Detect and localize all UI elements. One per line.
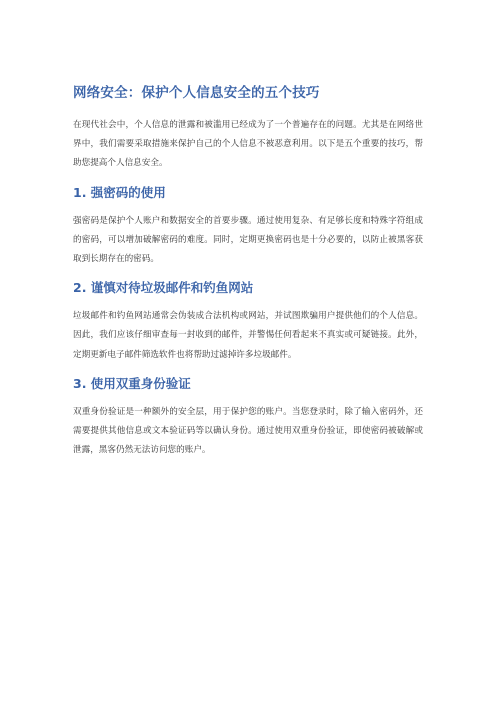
section-body-strong-passwords: 强密码是保护个人账户和数据安全的首要步骤。通过使用复杂、有足够长度和特殊字符组成的密码，可以增加破解密码的难度。同时，定期更换密码也是十分必要的，以防止被黑客获取到长期存在的密码。 (73, 215, 423, 265)
page-title: 网络安全：保护个人信息安全的五个技巧 (73, 85, 320, 101)
article (73, 84, 423, 470)
section-body-two-factor: 双重身份验证是一种额外的安全层，用于保护您的账户。当您登录时，除了输入密码外，还需要提供其他信息或文本验证码等以确认身份。通过使用双重身份验证，即使密码被破解或泄露，黑客仍然无法访问您的账户。 (73, 406, 423, 456)
section-heading-spam-phishing: 2. 谨慎对待垃圾邮件和钓鱼网站 (73, 280, 254, 296)
section-heading-two-factor: 3. 使用双重身份验证 (73, 375, 191, 391)
intro-paragraph: 在现代社会中，个人信息的泄露和被滥用已经成为了一个普遍存在的问题。尤其是在网络世界中，我们需要采取措施来保护自己的个人信息不被恶意利用。以下是五个重要的技巧，帮助您提高个人信息安全。 (73, 120, 423, 169)
section-heading-strong-passwords: 1. 强密码的使用 (73, 184, 166, 200)
section-body-spam-phishing: 垃圾邮件和钓鱼网站通常会伪装成合法机构或网站，并试图欺骗用户提供他们的个人信息。因此，我们应该仔细审查每一封收到的邮件，并警惕任何看起来不真实或可疑链接。此外，定期更新电子邮件筛选软件也将帮助过滤掉许多垃圾邮件。 (73, 311, 423, 360)
